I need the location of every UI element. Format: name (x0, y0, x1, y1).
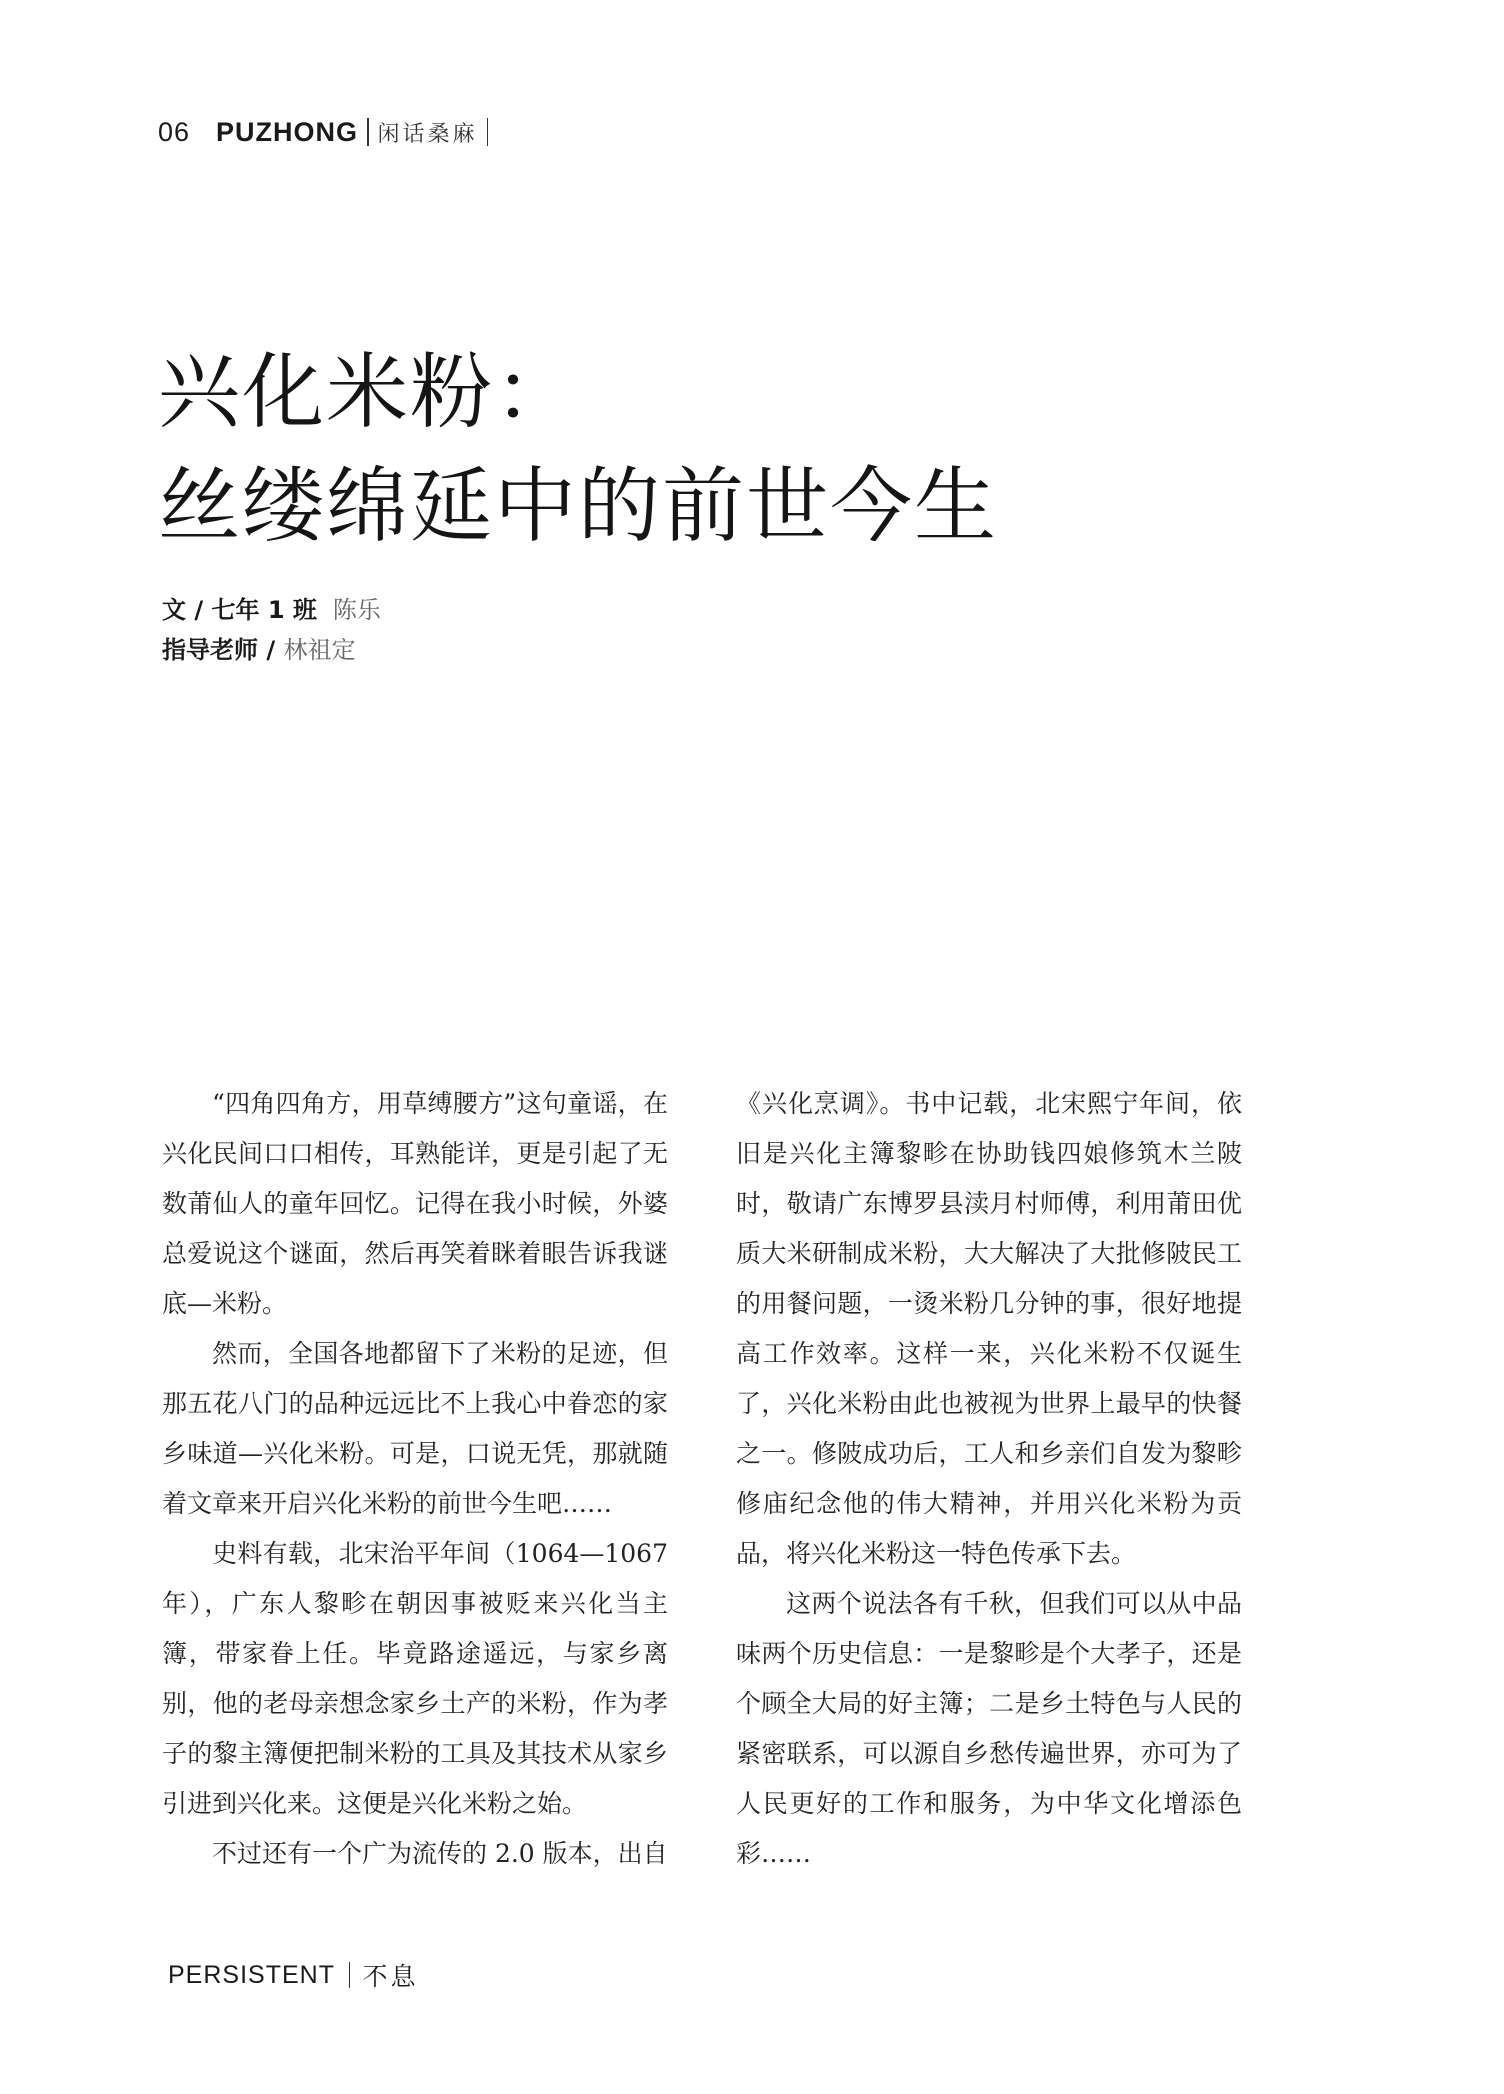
teacher-label: 指导老师 / (162, 636, 284, 664)
author-line (162, 590, 381, 630)
header-divider-end (487, 118, 489, 146)
title-line-1: 兴化米粉： (158, 345, 579, 440)
paragraph: “四角四角方，用草缚腰方”这句童谣，在兴化民间口口相传，耳熟能详，更是引起了无数莆仙人的童年回忆。记得在我小时候，外婆总爱说这个谜面，然后再笑着眯着眼告诉我谜底—米粉。 (162, 1089, 668, 1318)
section-name: 闲话桑麻 (377, 121, 478, 147)
footer-tagline-en: PERSISTENT (168, 1960, 335, 1989)
author-label: 文 / 七年 1 班 (162, 596, 317, 624)
running-header (158, 112, 497, 152)
magazine-brand: PUZHONG (216, 116, 359, 147)
paragraph-continued: 《兴化烹调》。书中记载，北宋熙宁年间，依旧是兴化主簿黎畛在协助钱四娘修筑木兰陂时，敬请广东博罗县渎月村师傅，利用莆田优质大米研制成米粉，大大解决了大批修陂民工的用餐问题，一烫米粉几分钟的事，很好地提高工作效率。这样一来，兴化米粉不仅诞生了，兴化米粉由此也被视为世界上最早的快餐之一。修陂成功后，工人和乡亲们自发为黎畛修庙纪念他的伟大精神，并用兴化米粉为贡品，将兴化米粉这一特色传承下去。 (736, 1089, 1242, 1568)
running-footer (168, 1957, 419, 1993)
header-divider (367, 118, 369, 146)
footer-tagline-cn: 不息 (362, 1962, 419, 1991)
page-number: 06 (158, 116, 191, 147)
paragraph: 不过还有一个广为流传的 2.0 版本，出自 (212, 1839, 668, 1868)
body-column-left (162, 1079, 668, 1879)
byline (162, 590, 381, 670)
body-column-right (736, 1079, 1242, 1879)
title-line-2: 丝缕绵延中的前世今生 (158, 459, 999, 554)
teacher-line (162, 630, 381, 670)
article-title (158, 336, 998, 564)
paragraph: 然而，全国各地都留下了米粉的足迹，但那五花八门的品种远远比不上我心中眷恋的家乡味道—兴化米粉。可是，口说无凭，那就随着文章来开启兴化米粉的前世今生吧…… (162, 1339, 668, 1518)
author-name: 陈乐 (332, 596, 381, 624)
teacher-name: 林祖定 (283, 636, 356, 664)
paragraph: 史料有载，北宋治平年间（1064—1067年），广东人黎畛在朝因事被贬来兴化当主簿，带家眷上任。毕竟路途遥远，与家乡离别，他的老母亲想念家乡土产的米粉，作为孝子的黎主簿便把制米粉的工具及其技术从家乡引进到兴化来。这便是兴化米粉之始。 (162, 1539, 668, 1818)
paragraph: 这两个说法各有千秋，但我们可以从中品味两个历史信息：一是黎畛是个大孝子，还是个顾全大局的好主簿；二是乡土特色与人民的紧密联系，可以源自乡愁传遍世界，亦可为了人民更好的工作和服务，为中华文化增添色彩…… (736, 1589, 1242, 1868)
footer-divider (349, 1962, 351, 1988)
